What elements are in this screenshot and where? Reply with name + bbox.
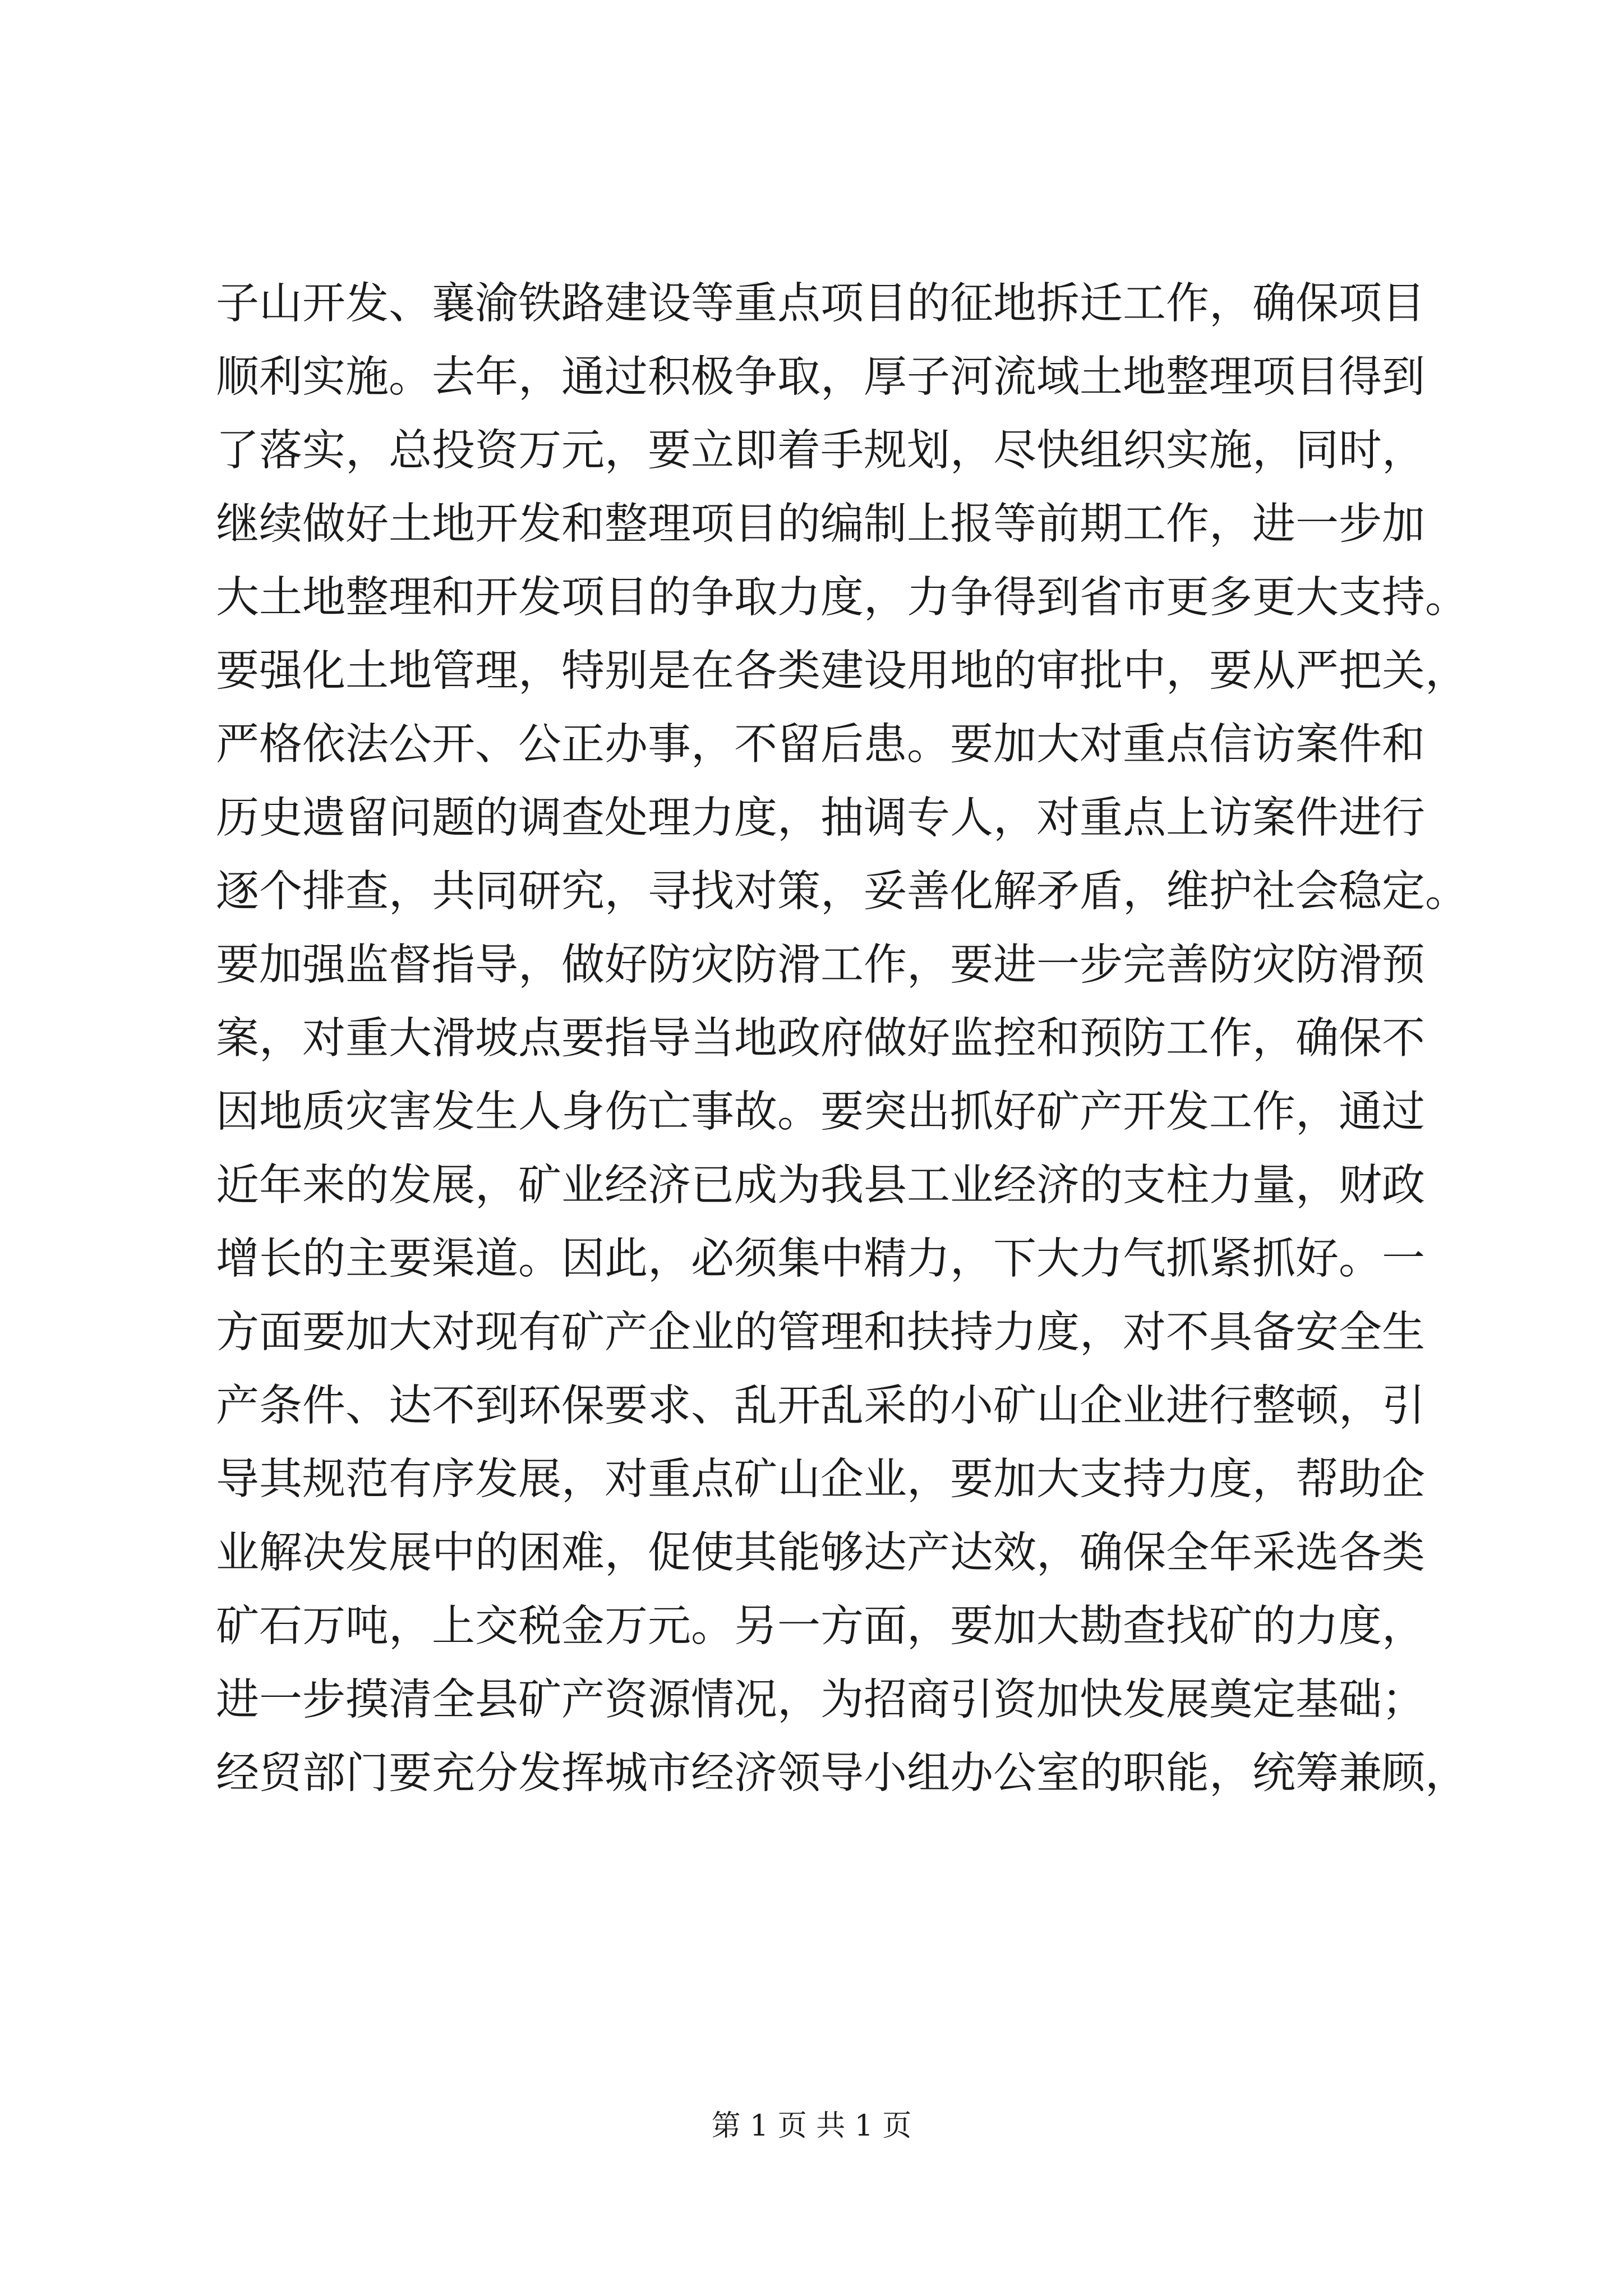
text-line: 继续做好土地开发和整理项目的编制上报等前期工作，进一步加 (216, 499, 1425, 549)
text-line: 大土地整理和开发项目的争取力度，力争得到省市更多更大支持。 (216, 573, 1468, 623)
text-line: 近年来的发展，矿业经济已成为我县工业经济的支柱力量，财政 (216, 1161, 1425, 1211)
text-line: 要加强监督指导，做好防灾防滑工作，要进一步完善防灾防滑预 (216, 940, 1425, 990)
text-line: 案，对重大滑坡点要指导当地政府做好监控和预防工作，确保不 (216, 1014, 1425, 1064)
page-number-footer: 第 1 页 共 1 页 (711, 2109, 912, 2143)
text-line: 导其规范有序发展，对重点矿山企业，要加大支持力度，帮助企 (216, 1455, 1425, 1504)
text-line: 矿石万吨，上交税金万元。另一方面，要加大勘查找矿的力度， (216, 1602, 1425, 1651)
text-line: 严格依法公开、公正办事，不留后患。要加大对重点信访案件和 (216, 720, 1425, 770)
text-line: 方面要加大对现有矿产企业的管理和扶持力度，对不具备安全生 (216, 1308, 1425, 1358)
text-line: 逐个排查，共同研究，寻找对策，妥善化解矛盾，维护社会稳定。 (216, 867, 1468, 917)
text-line: 顺利实施。去年，通过积极争取，厚子河流域土地整理项目得到 (216, 352, 1425, 402)
text-line: 历史遗留问题的调查处理力度，抽调专人，对重点上访案件进行 (216, 793, 1425, 843)
text-line: 产条件、达不到环保要求、乱开乱采的小矿山企业进行整顿，引 (216, 1381, 1425, 1431)
text-line: 进一步摸清全县矿产资源情况，为招商引资加快发展奠定基础； (216, 1675, 1425, 1725)
text-line: 经贸部门要充分发挥城市经济领导小组办公室的职能，统筹兼顾， (216, 1749, 1468, 1798)
text-line: 增长的主要渠道。因此，必须集中精力，下大力气抓紧抓好。一 (216, 1234, 1425, 1284)
text-line: 子山开发、襄渝铁路建设等重点项目的征地拆迁工作，确保项目 (216, 279, 1425, 329)
text-line: 因地质灾害发生人身伤亡事故。要突出抓好矿产开发工作，通过 (216, 1087, 1425, 1137)
body-text (216, 267, 1468, 1810)
text-line: 业解决发展中的困难，促使其能够达产达效，确保全年采选各类 (216, 1528, 1425, 1578)
text-line: 了落实，总投资万元，要立即着手规划，尽快组织实施，同时， (216, 426, 1425, 476)
text-line: 要强化土地管理，特别是在各类建设用地的审批中，要从严把关， (216, 646, 1468, 696)
